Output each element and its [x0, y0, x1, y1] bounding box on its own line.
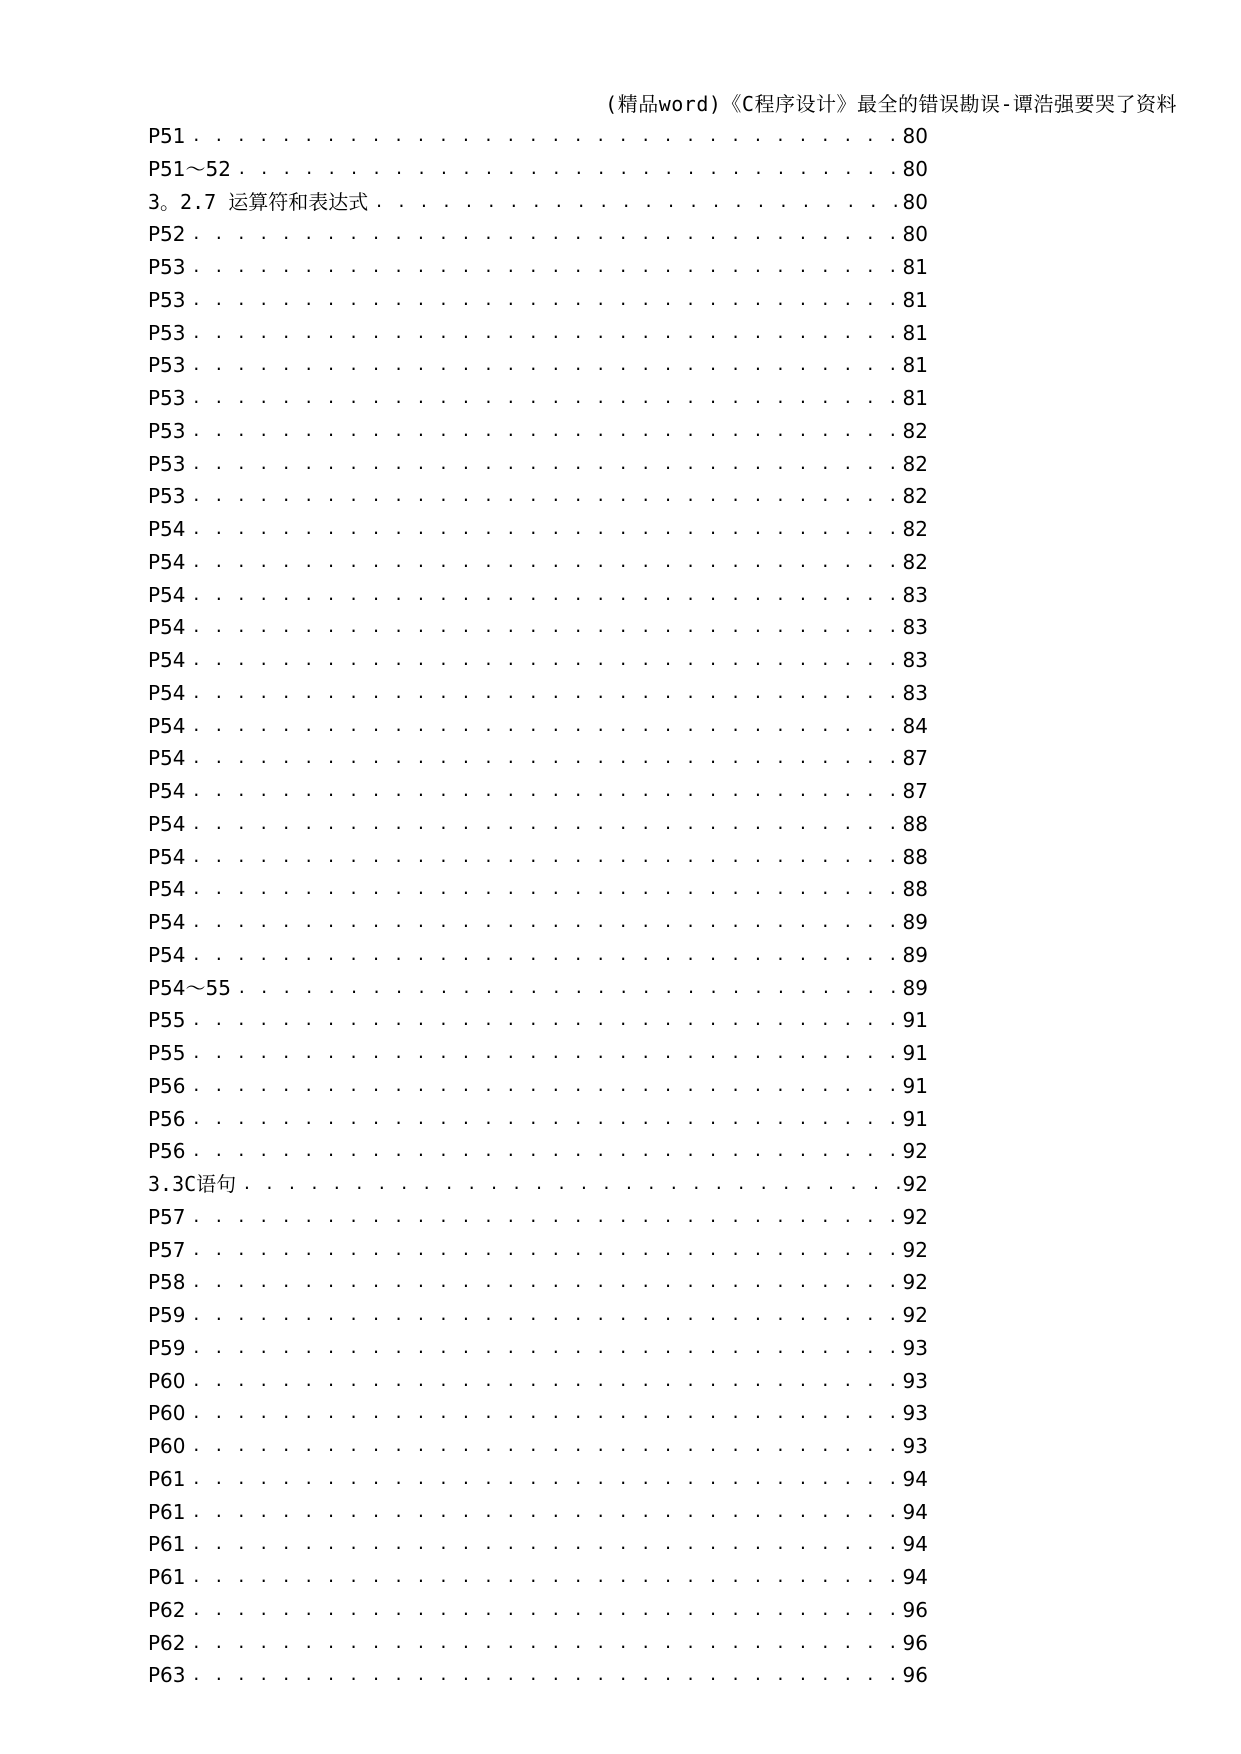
toc-entry-label: P53: [148, 353, 186, 378]
toc-dot-leader: [192, 611, 901, 644]
toc-entry[interactable]: [148, 644, 928, 677]
toc-entry-label: P57: [148, 1237, 186, 1262]
toc-page-number: 93: [902, 1434, 928, 1458]
toc-page-number: 93: [902, 1401, 928, 1426]
toc-entry-label: P54: [148, 713, 186, 738]
toc-entry-label: P63: [148, 1663, 186, 1688]
toc-entry-label: P60: [148, 1368, 186, 1393]
toc-dot-leader: [192, 1463, 901, 1496]
toc-page-number: 91: [902, 1008, 928, 1033]
toc-dot-leader: [192, 1299, 901, 1332]
toc-entry[interactable]: [148, 186, 928, 219]
toc-entry[interactable]: [148, 939, 928, 972]
toc-entry[interactable]: [148, 1037, 928, 1070]
toc-dot-leader: [192, 841, 901, 874]
toc-entry-label: P60: [148, 1434, 186, 1458]
toc-entry[interactable]: [148, 415, 928, 448]
toc-entry[interactable]: [148, 1365, 928, 1398]
toc-entry[interactable]: [148, 349, 928, 382]
toc-entry[interactable]: [148, 1594, 928, 1627]
toc-dot-leader: [192, 644, 901, 677]
toc-page-number: 88: [902, 844, 928, 869]
toc-dot-leader: [242, 1168, 900, 1201]
toc-page-number: 94: [902, 1499, 928, 1524]
toc-entry[interactable]: [148, 382, 928, 415]
toc-entry[interactable]: [148, 841, 928, 874]
toc-entry-label: P55: [148, 1008, 186, 1033]
toc-dot-leader: [192, 1365, 901, 1398]
toc-dot-leader: [192, 579, 901, 612]
toc-entry-label: P54: [148, 549, 186, 574]
toc-page-number: 80: [902, 189, 928, 214]
toc-dot-leader: [192, 382, 901, 415]
toc-dot-leader: [192, 1234, 901, 1267]
toc-entry-label: P53: [148, 287, 186, 312]
toc-entry[interactable]: [148, 1332, 928, 1365]
toc-entry-label: P53: [148, 484, 186, 509]
toc-page-number: 82: [902, 418, 928, 443]
toc-entry[interactable]: [148, 873, 928, 906]
toc-dot-leader: [192, 1594, 901, 1627]
toc-page-number: 92: [902, 1204, 928, 1229]
toc-entry-label: P53: [148, 386, 186, 410]
toc-page-number: 87: [902, 746, 928, 771]
toc-dot-leader: [374, 186, 900, 219]
toc-page-number: 89: [902, 910, 928, 934]
toc-page-number: 81: [902, 386, 928, 410]
toc-page-number: 80: [902, 124, 928, 148]
toc-entry-label: P56: [148, 1073, 186, 1098]
toc-entry-label: P61: [148, 1532, 186, 1557]
toc-entry[interactable]: [148, 972, 928, 1005]
toc-page-number: 91: [902, 1073, 928, 1098]
toc-page-number: 92: [902, 1172, 928, 1196]
toc-dot-leader: [192, 775, 901, 808]
toc-page-number: 81: [902, 287, 928, 312]
toc-entry-label: P62: [148, 1630, 186, 1655]
toc-entry[interactable]: [148, 775, 928, 808]
toc-section-heading: 3。2.7 运算符和表达式: [148, 189, 369, 214]
toc-page-number: 83: [902, 582, 928, 607]
toc-page-number: 82: [902, 549, 928, 574]
toc-section-heading: 3.3C语句: [148, 1172, 237, 1196]
toc-page-number: 89: [902, 942, 928, 967]
toc-page-number: 96: [902, 1663, 928, 1688]
toc-page-number: 83: [902, 680, 928, 705]
toc-dot-leader: [192, 1430, 901, 1463]
toc-page-number: 94: [902, 1565, 928, 1589]
toc-entry-label: P54: [148, 517, 186, 541]
toc-dot-leader: [192, 480, 901, 513]
toc-entry-label: P57: [148, 1204, 186, 1229]
toc-page-number: 82: [902, 517, 928, 541]
toc-entry-label: P52: [148, 222, 186, 247]
toc-dot-leader: [192, 1561, 901, 1594]
toc-page-number: 96: [902, 1597, 928, 1622]
toc-entry[interactable]: [148, 1528, 928, 1561]
toc-entry-label: P61: [148, 1565, 186, 1589]
toc-entry-label: P61: [148, 1499, 186, 1524]
toc-entry-label: P54: [148, 582, 186, 607]
toc-entry-label: P53: [148, 320, 186, 345]
toc-dot-leader: [192, 1397, 901, 1430]
toc-entry[interactable]: [148, 1168, 928, 1201]
toc-page-number: 91: [902, 1041, 928, 1065]
toc-dot-leader: [192, 1266, 901, 1299]
toc-entry-label: P56: [148, 1106, 186, 1131]
toc-entry-label: P53: [148, 451, 186, 476]
toc-entry[interactable]: [148, 1004, 928, 1037]
toc-page-number: 94: [902, 1466, 928, 1491]
toc-entry[interactable]: [148, 710, 928, 743]
toc-dot-leader: [192, 120, 901, 153]
toc-entry-label: P54: [148, 844, 186, 869]
toc-entry[interactable]: [148, 1561, 928, 1594]
toc-dot-leader: [237, 153, 901, 186]
toc-entry-label: P54～55: [148, 975, 231, 1000]
toc-entry-label: P51: [148, 124, 186, 148]
toc-page-number: 81: [902, 353, 928, 378]
toc-entry[interactable]: [148, 1496, 928, 1529]
toc-entry-label: P54: [148, 615, 186, 640]
toc-dot-leader: [192, 1201, 901, 1234]
toc-entry[interactable]: [148, 1135, 928, 1168]
toc-entry[interactable]: [148, 153, 928, 186]
toc-dot-leader: [237, 972, 901, 1005]
toc-entry-label: P54: [148, 910, 186, 934]
toc-entry[interactable]: [148, 448, 928, 481]
toc-page-number: 82: [902, 451, 928, 476]
toc-page-number: 84: [902, 713, 928, 738]
toc-entry[interactable]: [148, 546, 928, 579]
toc-entry-label: P54: [148, 680, 186, 705]
toc-page-number: 92: [902, 1139, 928, 1164]
toc-dot-leader: [192, 317, 901, 350]
toc-dot-leader: [192, 710, 901, 743]
toc-dot-leader: [192, 251, 901, 284]
toc-page-number: 83: [902, 615, 928, 640]
toc-dot-leader: [192, 1135, 901, 1168]
toc-dot-leader: [192, 1528, 901, 1561]
toc-entry[interactable]: [148, 579, 928, 612]
toc-dot-leader: [192, 906, 901, 939]
toc-page-number: 82: [902, 484, 928, 509]
page-header-title: (精品word)《C程序设计》最全的错误勘误-谭浩强要哭了资料: [605, 92, 1177, 116]
toc-dot-leader: [192, 1037, 901, 1070]
toc-entry[interactable]: [148, 742, 928, 775]
toc-entry[interactable]: [148, 1070, 928, 1103]
toc-entry[interactable]: [148, 1397, 928, 1430]
toc-entry-label: P54: [148, 746, 186, 771]
toc-entry-label: P54: [148, 779, 186, 803]
toc-page-number: 93: [902, 1335, 928, 1360]
toc-dot-leader: [192, 284, 901, 317]
toc-entry[interactable]: [148, 120, 928, 153]
toc-entry-label: P53: [148, 418, 186, 443]
toc-entry-label: P58: [148, 1270, 186, 1295]
toc-dot-leader: [192, 873, 901, 906]
toc-dot-leader: [192, 1659, 901, 1692]
toc-page-number: 88: [902, 811, 928, 836]
toc-entry[interactable]: [148, 218, 928, 251]
toc-entry[interactable]: [148, 1266, 928, 1299]
toc-entry[interactable]: [148, 1659, 928, 1692]
toc-page-number: 92: [902, 1270, 928, 1295]
toc-page-number: 92: [902, 1303, 928, 1327]
toc-dot-leader: [192, 218, 901, 251]
toc-dot-leader: [192, 742, 901, 775]
toc-entry-label: P59: [148, 1335, 186, 1360]
toc-dot-leader: [192, 1332, 901, 1365]
toc-entry[interactable]: [148, 1201, 928, 1234]
toc-dot-leader: [192, 1627, 901, 1660]
toc-dot-leader: [192, 1070, 901, 1103]
toc-entry[interactable]: [148, 317, 928, 350]
toc-entry-label: P54: [148, 877, 186, 902]
toc-entry-label: P61: [148, 1466, 186, 1491]
toc-entry[interactable]: [148, 1103, 928, 1136]
toc-dot-leader: [192, 1004, 901, 1037]
toc-entry-label: P59: [148, 1303, 186, 1327]
toc-entry[interactable]: [148, 251, 928, 284]
toc-entry[interactable]: [148, 1299, 928, 1332]
toc-page-number: 89: [902, 975, 928, 1000]
toc-entry[interactable]: [148, 1627, 928, 1660]
toc-entry[interactable]: [148, 906, 928, 939]
toc-page-number: 88: [902, 877, 928, 902]
toc-dot-leader: [192, 677, 901, 710]
toc-entry-label: P53: [148, 255, 186, 279]
toc-page-number: 81: [902, 255, 928, 279]
toc-entry-label: P60: [148, 1401, 186, 1426]
toc-dot-leader: [192, 808, 901, 841]
toc-entry[interactable]: [148, 1234, 928, 1267]
toc-dot-leader: [192, 939, 901, 972]
toc-entry[interactable]: [148, 611, 928, 644]
toc-page-number: 96: [902, 1630, 928, 1655]
toc-dot-leader: [192, 349, 901, 382]
toc-entry[interactable]: [148, 480, 928, 513]
toc-page-number: 80: [902, 156, 928, 181]
toc-entry[interactable]: [148, 808, 928, 841]
toc-page-number: 83: [902, 648, 928, 672]
toc-entry-label: P51～52: [148, 156, 231, 181]
toc-entry-label: P56: [148, 1139, 186, 1164]
toc-dot-leader: [192, 513, 901, 546]
toc-entry-label: P55: [148, 1041, 186, 1065]
toc-entry-label: P54: [148, 811, 186, 836]
toc-page-number: 80: [902, 222, 928, 247]
toc-entry[interactable]: [148, 677, 928, 710]
toc-page-number: 93: [902, 1368, 928, 1393]
table-of-contents: [148, 120, 928, 1692]
toc-dot-leader: [192, 1103, 901, 1136]
toc-entry[interactable]: [148, 1463, 928, 1496]
toc-dot-leader: [192, 546, 901, 579]
toc-entry[interactable]: [148, 513, 928, 546]
toc-dot-leader: [192, 415, 901, 448]
toc-entry-label: P62: [148, 1597, 186, 1622]
toc-page-number: 94: [902, 1532, 928, 1557]
toc-entry[interactable]: [148, 1430, 928, 1463]
toc-page-number: 87: [902, 779, 928, 803]
toc-page-number: 92: [902, 1237, 928, 1262]
toc-dot-leader: [192, 1496, 901, 1529]
toc-entry-label: P54: [148, 942, 186, 967]
toc-dot-leader: [192, 448, 901, 481]
toc-entry[interactable]: [148, 284, 928, 317]
toc-page-number: 81: [902, 320, 928, 345]
toc-page-number: 91: [902, 1106, 928, 1131]
toc-entry-label: P54: [148, 648, 186, 672]
